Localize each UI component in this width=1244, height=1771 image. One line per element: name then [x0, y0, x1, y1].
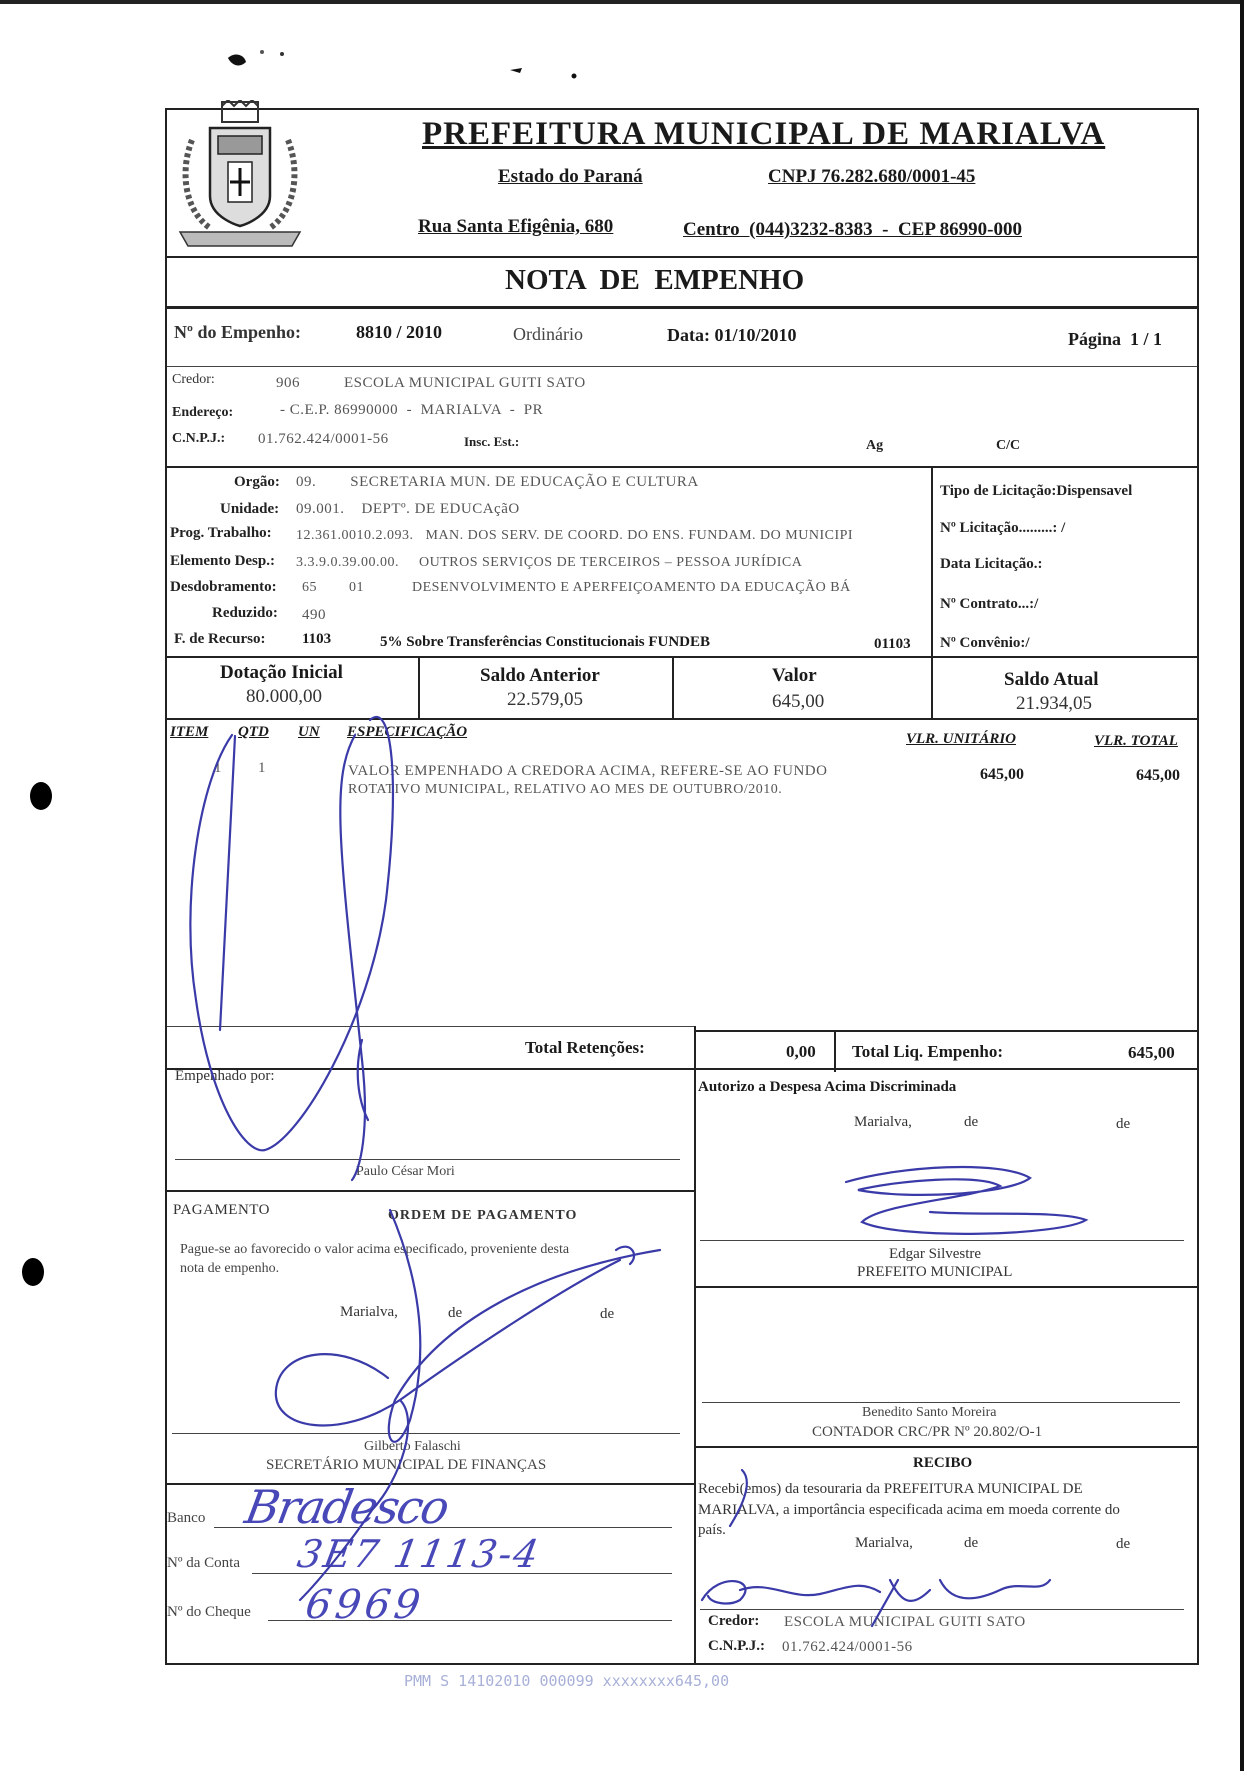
- item-desc-line2: ROTATIVO MUNICIPAL, RELATIVO AO MES DE OUTUBRO/2010.: [348, 782, 783, 797]
- banco-handwritten: Bradesco: [241, 1480, 452, 1534]
- item-qty: 1: [258, 760, 266, 776]
- lic-tipo: Tipo de Licitação:Dispensavel: [940, 483, 1133, 499]
- credor-name: ESCOLA MUNICIPAL GUITI SATO: [344, 375, 586, 391]
- header-address: Rua Santa Efigênia, 680: [418, 216, 614, 237]
- empenho-page: Página 1 / 1: [1068, 329, 1163, 349]
- recibo-text-line2: MARIALVA, a importância especificada acima em moeda corrente do: [698, 1502, 1120, 1518]
- autorizo-de1: de: [964, 1114, 979, 1130]
- empenhado-signature-loop: [190, 717, 393, 1150]
- recurso-code2: 01103: [874, 636, 911, 652]
- empenhado-label: Empenhado por:: [175, 1068, 275, 1084]
- lic-data: Data Licitação.:: [940, 556, 1043, 572]
- orgao-label: Orgão:: [234, 474, 280, 490]
- insc-label: Insc. Est.:: [464, 434, 520, 449]
- lic-numero: Nº Licitação.........: /: [940, 520, 1066, 536]
- pagamento-text-line2: nota de empenho.: [180, 1261, 280, 1276]
- reduzido-value: 490: [302, 607, 326, 623]
- saldo-atual-value: 21.934,05: [1016, 693, 1092, 714]
- recibo-cnpj-label: C.N.P.J.:: [708, 1638, 765, 1654]
- empenho-date: Data: 01/10/2010: [667, 325, 797, 345]
- recurso-code: 1103: [302, 631, 332, 647]
- header-contact: Centro (044)3232-8383 - CEP 86990-000: [683, 219, 1022, 240]
- header-state: Estado do Paraná: [498, 166, 643, 187]
- prefeito-role: PREFEITO MUNICIPAL: [857, 1264, 1013, 1280]
- col-item: ITEM: [170, 724, 209, 740]
- pagamento-place: Marialva,: [340, 1304, 398, 1320]
- empenhado-signer: Paulo César Mori: [356, 1164, 455, 1179]
- dotacao-value: 80.000,00: [246, 686, 322, 707]
- item-number: 1: [214, 760, 222, 776]
- saldo-atual-label: Saldo Atual: [1004, 669, 1099, 690]
- total-retencoes-value: 0,00: [786, 1042, 816, 1061]
- cc-label: C/C: [996, 438, 1021, 453]
- recurso-label: F. de Recurso:: [174, 631, 266, 647]
- empenho-number-label: Nº do Empenho:: [174, 322, 301, 342]
- cheque-label: Nº do Cheque: [167, 1604, 251, 1620]
- recibo-de1: de: [964, 1535, 979, 1551]
- recurso-desc: 5% Sobre Transferências Constitucionais FUNDEB: [380, 634, 711, 650]
- conta-handwritten: 3E7 1113-4: [294, 1532, 544, 1576]
- unidade-label: Unidade:: [220, 501, 280, 517]
- empenho-number: 8810 / 2010: [356, 322, 443, 342]
- recibo-text-line1: Recebi(emos) da tesouraria da PREFEITURA MUNICIPAL DE: [698, 1481, 1083, 1497]
- liq-empenho-label: Total Liq. Empenho:: [852, 1042, 1003, 1061]
- endereco-value: - C.E.P. 86990000 - MARIALVA - PR: [280, 402, 544, 418]
- pagamento-text-line1: Pague-se ao favorecido o valor acima especificado, proveniente desta: [180, 1242, 570, 1257]
- item-total-value: 645,00: [1136, 767, 1180, 784]
- col-un: UN: [298, 724, 320, 740]
- autorizo-label: Autorizo a Despesa Acima Discriminada: [698, 1079, 957, 1095]
- secretario-role: SECRETÁRIO MUNICIPAL DE FINANÇAS: [266, 1457, 547, 1473]
- header-cnpj: CNPJ 76.282.680/0001-45: [768, 166, 976, 187]
- recibo-title: RECIBO: [913, 1455, 973, 1471]
- autorizo-place: Marialva,: [854, 1114, 912, 1130]
- prefeito-signature: [846, 1167, 1086, 1234]
- recibo-cnpj: 01.762.424/0001-56: [782, 1639, 913, 1655]
- unidade-value: 09.001. DEPTº. DE EDUCAçãO: [296, 501, 520, 517]
- item-desc-line1: VALOR EMPENHADO A CREDORA ACIMA, REFERE-SE AO FUNDO: [348, 763, 828, 779]
- item-unit-value: 645,00: [980, 766, 1024, 783]
- prog-value: 12.361.0010.2.093. MAN. DOS SERV. DE COORD. DO ENS. FUNDAM. DO MUNICIPI: [296, 528, 854, 543]
- total-retencoes-label: Total Retenções:: [525, 1038, 645, 1057]
- pagamento-de1: de: [448, 1305, 463, 1321]
- secretario-signature-stroke: [389, 1210, 660, 1442]
- credor-signature: [702, 1581, 880, 1603]
- endereco-label: Endereço:: [172, 405, 234, 420]
- dotacao-label: Dotação Inicial: [220, 662, 343, 683]
- valor-label: Valor: [772, 665, 817, 686]
- recibo-credor: ESCOLA MUNICIPAL GUITI SATO: [784, 1614, 1026, 1630]
- lic-convenio: Nº Convênio:/: [940, 635, 1030, 651]
- saldo-anterior-label: Saldo Anterior: [480, 665, 600, 686]
- col-qtd: QTD: [238, 724, 269, 740]
- valor-value: 645,00: [772, 691, 825, 712]
- col-espec: ESPECIFICAÇÃO: [347, 724, 468, 740]
- recibo-de2: de: [1116, 1536, 1131, 1552]
- col-vlr-unit: VLR. UNITÁRIO: [906, 731, 1017, 747]
- desdob-value: 65 01 DESENVOLVIMENTO E APERFEIÇOAMENTO DA EDUCAÇÃO BÁ: [302, 580, 851, 595]
- recibo-place: Marialva,: [855, 1535, 913, 1551]
- pagamento-label: PAGAMENTO: [173, 1202, 271, 1218]
- recibo-text-line3: país.: [698, 1522, 726, 1538]
- liq-empenho-value: 645,00: [1128, 1043, 1175, 1062]
- elemento-value: 3.3.9.0.39.00.00. OUTROS SERVIÇOS DE TERCEIROS – PESSOA JURÍDICA: [296, 555, 803, 570]
- desdob-label: Desdobramento:: [170, 579, 277, 595]
- recibo-credor-label: Credor:: [708, 1613, 760, 1629]
- banco-label: Banco: [167, 1510, 206, 1526]
- contador-name: Benedito Santo Moreira: [862, 1405, 997, 1420]
- ag-label: Ag: [866, 438, 884, 453]
- credor-label: Credor:: [172, 372, 215, 387]
- cnpj-label: C.N.P.J.:: [172, 431, 226, 446]
- saldo-anterior-value: 22.579,05: [507, 689, 583, 710]
- autorizo-de2: de: [1116, 1116, 1131, 1132]
- pagamento-de2: de: [600, 1306, 615, 1322]
- header-title: PREFEITURA MUNICIPAL DE MARIALVA: [422, 116, 1106, 152]
- elemento-label: Elemento Desp.:: [170, 553, 275, 569]
- col-vlr-total: VLR. TOTAL: [1094, 733, 1178, 749]
- prefeito-name: Edgar Silvestre: [889, 1246, 982, 1262]
- empenho-type: Ordinário: [513, 324, 583, 344]
- reduzido-label: Reduzido:: [212, 605, 278, 621]
- conta-label: Nº da Conta: [167, 1555, 240, 1571]
- doc-title: NOTA DE EMPENHO: [505, 264, 805, 296]
- cnpj-value: 01.762.424/0001-56: [258, 431, 389, 447]
- orgao-value: 09. SECRETARIA MUN. DE EDUCAÇÃO E CULTURA: [296, 474, 699, 490]
- secretario-name: Gilberto Falaschi: [364, 1439, 461, 1454]
- print-stamp: PMM S 14102010 000099 xxxxxxxx645,00: [404, 1672, 730, 1690]
- prog-label: Prog. Trabalho:: [170, 525, 272, 541]
- ordem-pagamento-label: ORDEM DE PAGAMENTO: [388, 1208, 578, 1223]
- contador-role: CONTADOR CRC/PR Nº 20.802/O-1: [812, 1424, 1043, 1440]
- credor-code: 906: [276, 375, 300, 391]
- lic-contrato: Nº Contrato...:/: [940, 596, 1039, 612]
- cheque-handwritten: 6969: [302, 1582, 428, 1628]
